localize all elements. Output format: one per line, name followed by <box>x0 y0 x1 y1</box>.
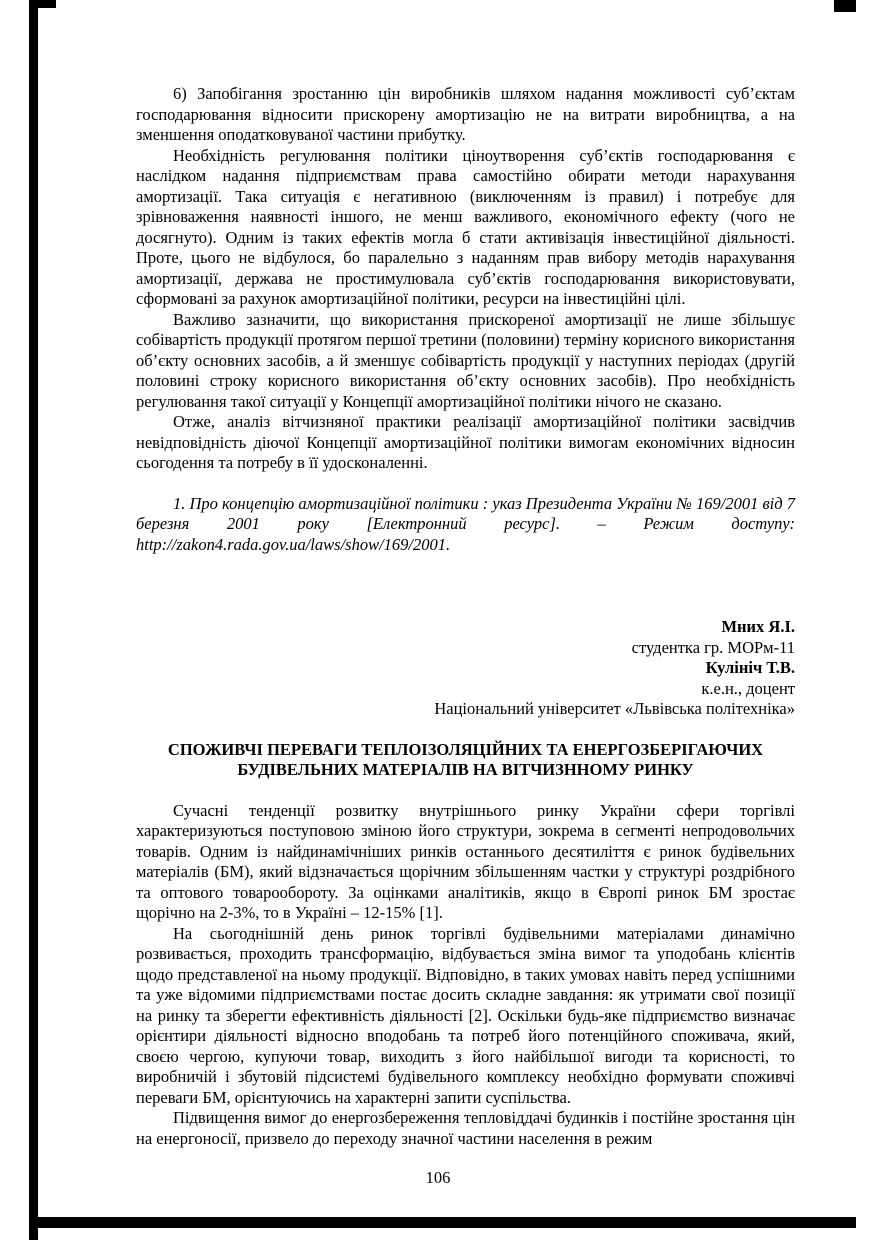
author-name: Кулініч Т.В. <box>705 658 795 677</box>
article2-paragraph-2: На сьогоднішній день ринок торгівлі будівельними матеріалами динамічно розвивається, проходить трансформацію, відбувається зміна вимог та уподобань клієнтів щодо представленої на ньому продукції. Відповідно, в таких умовах навіть перед успішними та уже відомими підприємствами постає досить складне завдання: як утримати свої позиції на ринку та зберегти ефективність діяльності [2]. Оскільки будь-яке підприємство визначає орієнтири діяльності відносно вподобань та потреб його потенційного споживача, який, своєю чергою, купуючи товар, виходить з його найбільшої вигоди та корисності, то виробничій і збутовій підсистемі будівельного комплексу необхідно формувати споживчі переваги БМ, орієнтуючись на характерні запити суспільства. <box>136 923 795 1107</box>
article-title: СПОЖИВЧІ ПЕРЕВАГИ ТЕПЛОІЗОЛЯЦІЙНИХ ТА ЕНЕРГОЗБЕРІГАЮЧИХ БУДІВЕЛЬНИХ МАТЕРІАЛІВ НА ВІТЧИЗННОМУ РИНКУ <box>167 739 764 779</box>
article1-paragraph-2: Необхідність регулювання політики ціноутворення суб’єктів господарювання є наслідком надання підприємствам права самостійно обирати методи нарахування амортизації. Така ситуація є негативною (виключенням із правил) і потребує для зрівноваження наявності іншого, не менш важливого, економічного ефекту (чого не досягнуто). Одним із таких ефектів могла б стати активізація інвестиційної діяльності. Проте, цього не відбулося, бо паралельно з наданням прав вибору методів нарахування амортизації, держава не простимулювала суб’єктів господарювання використовувати, сформовані за рахунок амортизаційної політики, ресурси на інвестиційні цілі. <box>136 145 795 308</box>
author-role: студентка гр. МОРм-11 <box>631 637 795 657</box>
author-block <box>136 617 795 720</box>
author-affiliation: Національний університет «Львівська політехніка» <box>434 699 795 718</box>
text-column <box>136 84 795 1149</box>
author-name: Мних Я.І. <box>721 617 795 636</box>
article1-paragraph-3: Важливо зазначити, що використання прискореної амортизації не лише збільшує собівартість продукції протягом першої третини (половини) терміну корисного використання об’єкту основних засобів, а й зменшує собівартість продукції у наступних періодах (другій половині строку корисного використання об’єкту основних засобів). Про необхідність регулювання такої ситуації у Концепції амортизаційної політики нічого не сказано. <box>136 309 795 411</box>
scan-artifact-top-right <box>834 0 856 12</box>
article2-paragraph-1: Сучасні тенденції розвитку внутрішнього ринку України сфери торгівлі характеризуються поступовою зміною його структури, зокрема в сегменті непродовольчих товарів. Одним із найдинамічніших ринків останнього десятиліття є ринок будівельних матеріалів (БМ), який відзначається щорічним збільшенням частки у структурі роздрібного та оптового товарообороту. За оцінками аналітиків, якщо в Європі ринок БМ зростає щорічно на 2-3%, то в Україні – 12-15% [1]. <box>136 800 795 922</box>
page-number: 106 <box>425 1168 451 1187</box>
article2-paragraph-3: Підвищення вимог до енергозбереження тепловіддачі будинків і постійне зростання цін на енергоносії, призвело до переходу значної частини населення в режим <box>136 1108 795 1148</box>
article1-paragraph-1: 6) Запобігання зростанню цін виробників шляхом надання можливості суб’єктам господарювання відносити прискорену амортизацію не на витрати виробництва, а на зменшення оподатковуваної частини прибутку. <box>136 84 795 144</box>
reference-entry: 1. Про концепцію амортизаційної політики : указ Президента України № 169/2001 від 7 березня 2001 року [Електронний ресурс]. – Режим доступу: http://zakon4.rada.gov.ua/laws/show/169/2001. <box>136 493 795 554</box>
author-role: к.е.н., доцент <box>701 678 795 698</box>
scan-artifact-bottom-edge <box>29 1217 856 1228</box>
scan-artifact-left-edge <box>29 0 38 1240</box>
scan-artifact-top-left <box>29 0 56 8</box>
references-section <box>136 494 795 556</box>
article1-paragraph-4: Отже, аналіз вітчизняної практики реалізації амортизаційної політики засвідчив невідповідність діючої Концепції амортизаційної політики вимогам економічних відносин сьогодення та потребу в її удосконаленні. <box>136 412 795 472</box>
